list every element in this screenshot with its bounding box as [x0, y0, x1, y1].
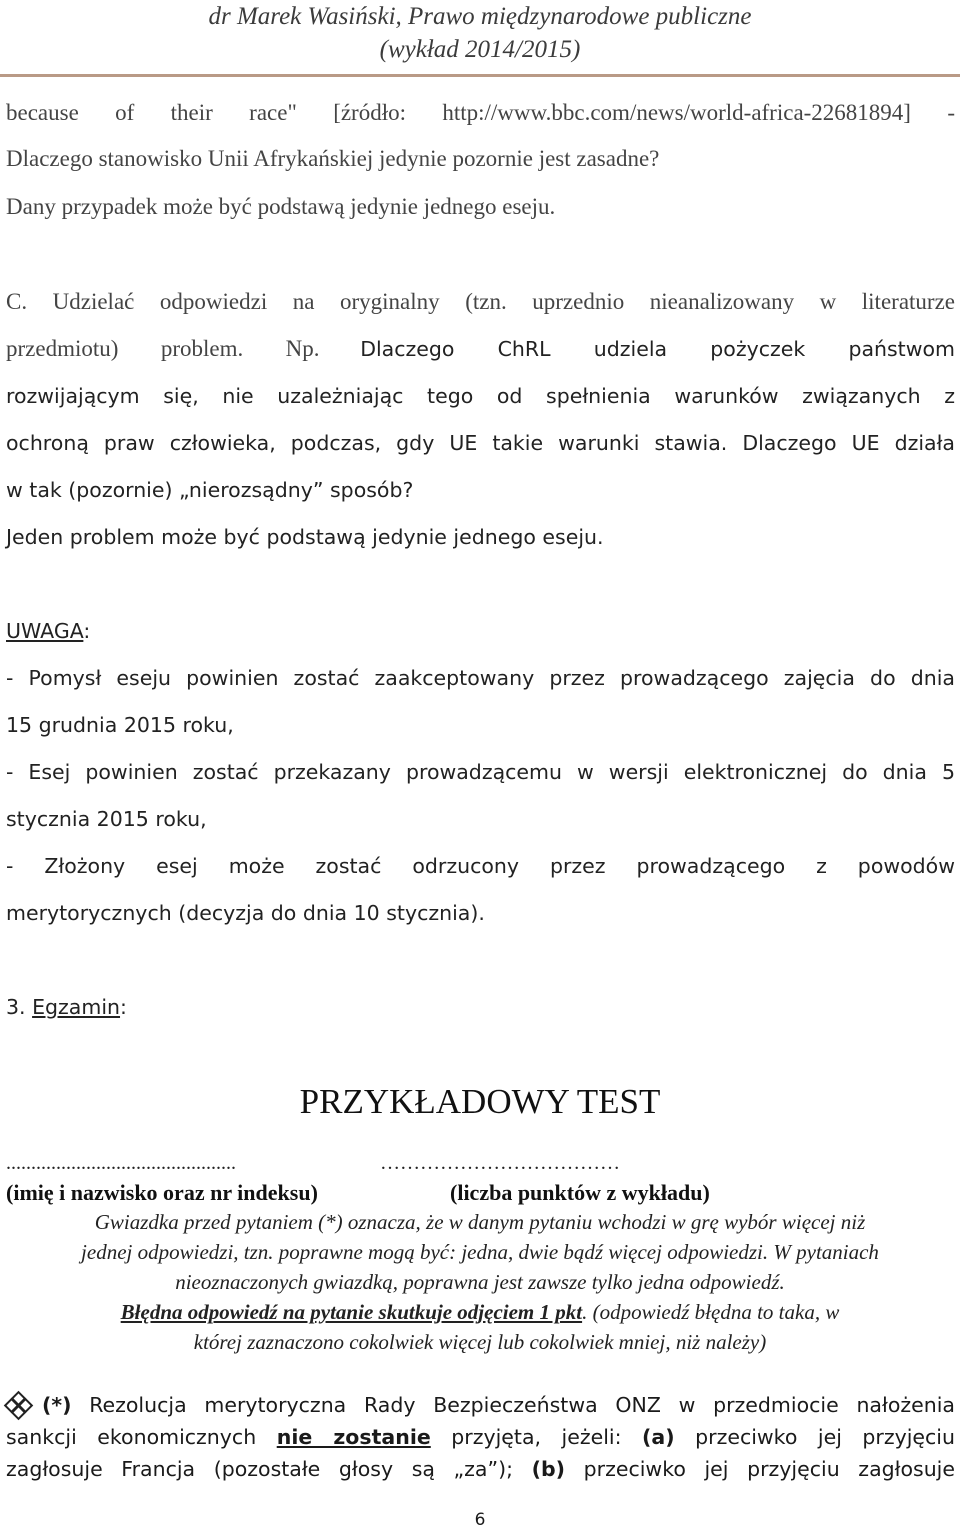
egzamin-label: Egzamin	[32, 995, 121, 1019]
page-number: 6	[474, 1510, 486, 1530]
instruction-line: jednej odpowiedzi, tzn. poprawne mogą być: jedna, dwie bądź więcej odpowiedzi. W pytaniach	[81, 1240, 879, 1264]
uwaga-item: merytorycznych (decyzja do dnia 10 stycznia).	[6, 901, 485, 925]
instruction-line: nieoznaczonych gwiazdką, poprawna jest zawsze tylko jedna odpowiedź.	[175, 1270, 785, 1294]
uwaga-label: UWAGA	[6, 619, 84, 643]
egzamin-colon: :	[120, 995, 127, 1019]
paragraph-line: Jeden problem może być podstawą jedynie jednego eseju.	[6, 525, 604, 549]
dotted-fields	[6, 1152, 620, 1175]
question-text: przeciwko jej przyjęciu zagłosuje	[565, 1457, 955, 1481]
paragraph-line: ochroną praw człowieka, podczas, gdy UE takie warunki stawia. Dlaczego UE działa	[6, 431, 955, 455]
name-dots: ..............................................	[6, 1152, 236, 1174]
uwaga-item: 15 grudnia 2015 roku,	[6, 713, 234, 737]
paragraph-fragment: Dlaczego ChRL udziela pożyczek państwom	[360, 337, 956, 361]
penalty-rest: . (odpowiedź błędna to taka, w	[582, 1300, 840, 1324]
paragraph-line-mixed	[6, 336, 955, 362]
paragraph-line: Dany przypadek może być podstawą jedynie jednego eseju.	[6, 194, 556, 219]
instruction-line: Gwiazdka przed pytaniem (*) oznacza, że w danym pytaniu wchodzi w grę wybór więcej niż	[94, 1210, 866, 1234]
name-label: (imię i nazwisko oraz nr indeksu)	[6, 1180, 318, 1205]
paragraph-line: rozwijającym się, nie uzależniając tego od spełnienia warunków związanych z	[6, 384, 955, 408]
header-divider	[0, 74, 960, 77]
uwaga-heading	[6, 619, 90, 643]
paragraph-line: C. Udzielać odpowiedzi na oryginalny (tzn. uprzednio nieanalizowany w literaturze	[6, 289, 955, 314]
uwaga-item: - Pomysł eseju powinien zostać zaakceptowany przez prowadzącego zajęcia do dnia	[6, 666, 955, 690]
question-text: przeciwko jej przyjęciu	[674, 1425, 955, 1449]
question-line	[6, 1425, 955, 1449]
question-text: przyjęta, jeżeli:	[430, 1425, 643, 1449]
uwaga-item: stycznia 2015 roku,	[6, 807, 207, 831]
paragraph-line: w tak (pozornie) „nierozsądny” sposób?	[6, 478, 414, 502]
question-line	[6, 1393, 955, 1417]
points-label: (liczba punktów z wykładu)	[450, 1180, 710, 1205]
penalty-bold: Błędna odpowiedź na pytanie skutkuje odjęciem 1 pkt	[120, 1300, 583, 1324]
penalty-line-2: której zaznaczono cokolwiek więcej lub cokolwiek mniej, niż należy)	[193, 1330, 767, 1354]
uwaga-colon: :	[83, 619, 91, 643]
penalty-line	[0, 1300, 960, 1325]
header-subtitle: (wykład 2014/2015)	[379, 36, 581, 63]
test-heading: PRZYKŁADOWY TEST	[299, 1082, 661, 1121]
question-text: sankcji ekonomicznych	[6, 1425, 277, 1449]
egzamin-number: 3.	[6, 995, 33, 1019]
header-title: dr Marek Wasiński, Prawo międzynarodowe publiczne	[208, 3, 752, 30]
paragraph-line: Dlaczego stanowisko Unii Afrykańskiej jedynie pozornie jest zasadne?	[6, 146, 660, 171]
uwaga-item: - Złożony esej może zostać odrzucony przez prowadzącego z powodów	[6, 854, 955, 878]
bullet-diamond-icon	[6, 1393, 28, 1415]
points-dots: ………………………………	[380, 1152, 620, 1174]
egzamin-heading	[6, 995, 127, 1019]
question-emphasis: nie zostanie	[276, 1425, 431, 1449]
question-text: Rezolucja merytoryczna Rady Bezpieczeństwa ONZ w przedmiocie nałożenia	[71, 1393, 955, 1417]
question-marker: (*)	[42, 1393, 72, 1417]
question-line	[6, 1457, 955, 1481]
paragraph-fragment: przedmiotu) problem. Np.	[6, 336, 320, 361]
option-b-marker: (b)	[531, 1457, 566, 1481]
paragraph-line: because of their race" [źródło: http://www.bbc.com/news/world-africa-22681894] -	[6, 100, 955, 125]
field-labels	[6, 1180, 710, 1206]
option-a-marker: (a)	[642, 1425, 675, 1449]
question-text: zagłosuje Francja (pozostałe głosy są „za”);	[6, 1457, 532, 1481]
uwaga-item: - Esej powinien zostać przekazany prowadzącemu w wersji elektronicznej do dnia 5	[6, 760, 955, 784]
